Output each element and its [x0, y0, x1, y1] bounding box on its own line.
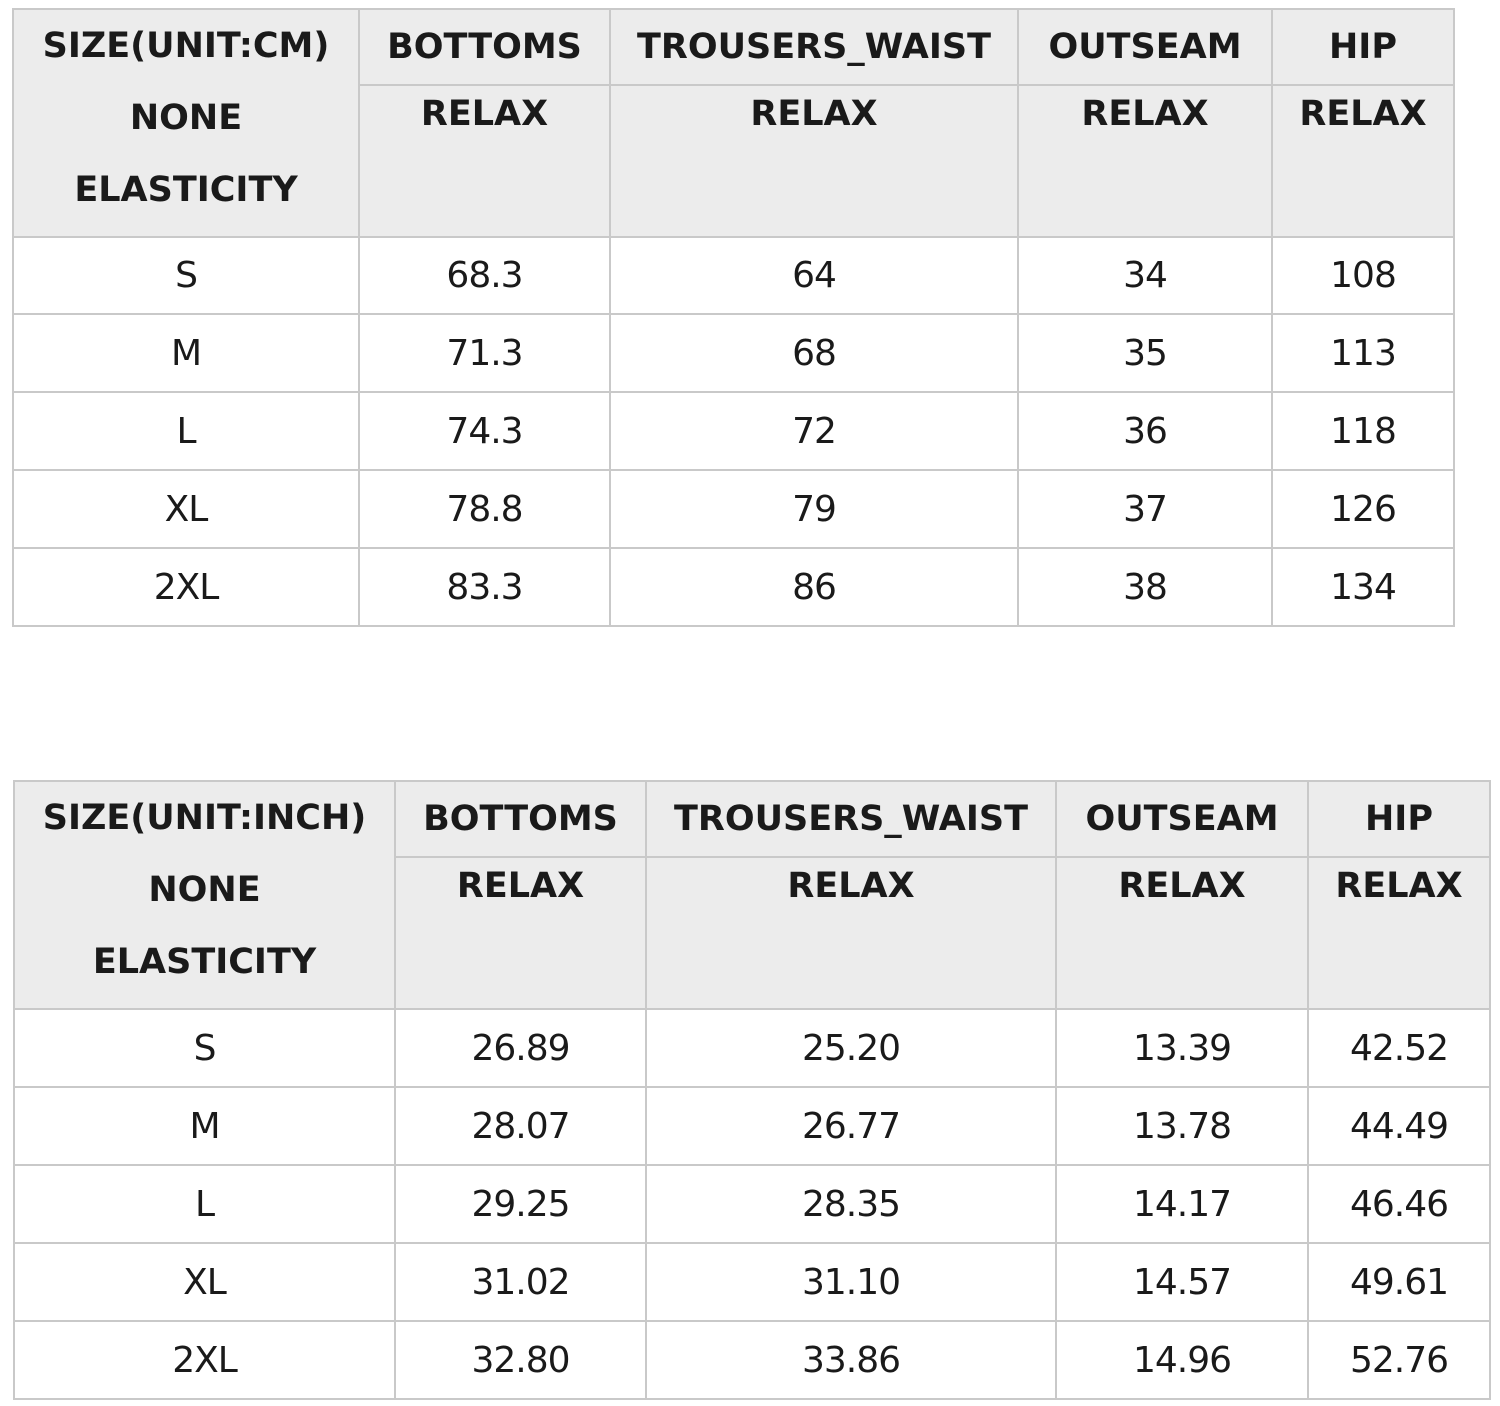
- value-cell: 68: [610, 314, 1018, 392]
- value-cell: 126: [1272, 470, 1454, 548]
- column-subheader: RELAX: [395, 857, 646, 1009]
- column-subheader: RELAX: [646, 857, 1056, 1009]
- value-cell: 34: [1018, 237, 1272, 314]
- value-cell: 14.96: [1056, 1321, 1308, 1399]
- header-row: [13, 9, 1454, 85]
- table-row: [14, 1087, 1490, 1165]
- header-row: [14, 781, 1490, 857]
- value-cell: 52.76: [1308, 1321, 1490, 1399]
- size-header-cell: [14, 781, 395, 1009]
- value-cell: 13.39: [1056, 1009, 1308, 1087]
- value-cell: 79: [610, 470, 1018, 548]
- value-cell: 83.3: [359, 548, 610, 626]
- table-row: [14, 1009, 1490, 1087]
- value-cell: 71.3: [359, 314, 610, 392]
- value-cell: 25.20: [646, 1009, 1056, 1087]
- column-header: HIP: [1308, 781, 1490, 857]
- size-cell: L: [13, 392, 359, 470]
- size-subheader-line: NONE: [148, 870, 261, 910]
- value-cell: 26.77: [646, 1087, 1056, 1165]
- size-header: SIZE(UNIT:CM): [42, 26, 330, 66]
- table-row: [13, 470, 1454, 548]
- size-cell: M: [13, 314, 359, 392]
- value-cell: 32.80: [395, 1321, 646, 1399]
- value-cell: 134: [1272, 548, 1454, 626]
- column-subheader: RELAX: [1056, 857, 1308, 1009]
- column-subheader: RELAX: [1308, 857, 1490, 1009]
- value-cell: 38: [1018, 548, 1272, 626]
- value-cell: 72: [610, 392, 1018, 470]
- value-cell: 37: [1018, 470, 1272, 548]
- value-cell: 26.89: [395, 1009, 646, 1087]
- value-cell: 35: [1018, 314, 1272, 392]
- column-header: OUTSEAM: [1056, 781, 1308, 857]
- value-cell: 68.3: [359, 237, 610, 314]
- value-cell: 33.86: [646, 1321, 1056, 1399]
- value-cell: 31.10: [646, 1243, 1056, 1321]
- size-cell: S: [14, 1009, 395, 1087]
- size-cell: XL: [14, 1243, 395, 1321]
- value-cell: 108: [1272, 237, 1454, 314]
- column-header: OUTSEAM: [1018, 9, 1272, 85]
- value-cell: 14.17: [1056, 1165, 1308, 1243]
- size-subheader-line: NONE: [129, 98, 243, 138]
- value-cell: 118: [1272, 392, 1454, 470]
- column-subheader: RELAX: [610, 85, 1018, 237]
- column-subheader: RELAX: [359, 85, 610, 237]
- table-row: [13, 314, 1454, 392]
- value-cell: 113: [1272, 314, 1454, 392]
- value-cell: 64: [610, 237, 1018, 314]
- value-cell: 14.57: [1056, 1243, 1308, 1321]
- size-cell: M: [14, 1087, 395, 1165]
- value-cell: 49.61: [1308, 1243, 1490, 1321]
- value-cell: 28.35: [646, 1165, 1056, 1243]
- size-cell: L: [14, 1165, 395, 1243]
- column-header: BOTTOMS: [395, 781, 646, 857]
- size-subheader-line: ELASTICITY: [92, 942, 317, 982]
- value-cell: 29.25: [395, 1165, 646, 1243]
- column-subheader: RELAX: [1018, 85, 1272, 237]
- size-subheader-line: ELASTICITY: [74, 170, 298, 210]
- size-header-cell: [13, 9, 359, 237]
- column-header: BOTTOMS: [359, 9, 610, 85]
- column-header: HIP: [1272, 9, 1454, 85]
- table-row: [14, 1243, 1490, 1321]
- value-cell: 78.8: [359, 470, 610, 548]
- value-cell: 28.07: [395, 1087, 646, 1165]
- value-cell: 86: [610, 548, 1018, 626]
- value-cell: 13.78: [1056, 1087, 1308, 1165]
- table-row: [13, 548, 1454, 626]
- size-table-inch: [13, 780, 1491, 1400]
- value-cell: 44.49: [1308, 1087, 1490, 1165]
- value-cell: 36: [1018, 392, 1272, 470]
- table-row: [14, 1321, 1490, 1399]
- size-cell: 2XL: [13, 548, 359, 626]
- value-cell: 42.52: [1308, 1009, 1490, 1087]
- table-row: [13, 237, 1454, 314]
- column-header: TROUSERS_WAIST: [646, 781, 1056, 857]
- size-cell: XL: [13, 470, 359, 548]
- column-header: TROUSERS_WAIST: [610, 9, 1018, 85]
- size-cell: 2XL: [14, 1321, 395, 1399]
- value-cell: 74.3: [359, 392, 610, 470]
- column-subheader: RELAX: [1272, 85, 1454, 237]
- size-table-cm: [12, 8, 1455, 627]
- size-header: SIZE(UNIT:INCH): [42, 798, 367, 838]
- size-cell: S: [13, 237, 359, 314]
- table-row: [14, 1165, 1490, 1243]
- table-row: [13, 392, 1454, 470]
- value-cell: 46.46: [1308, 1165, 1490, 1243]
- value-cell: 31.02: [395, 1243, 646, 1321]
